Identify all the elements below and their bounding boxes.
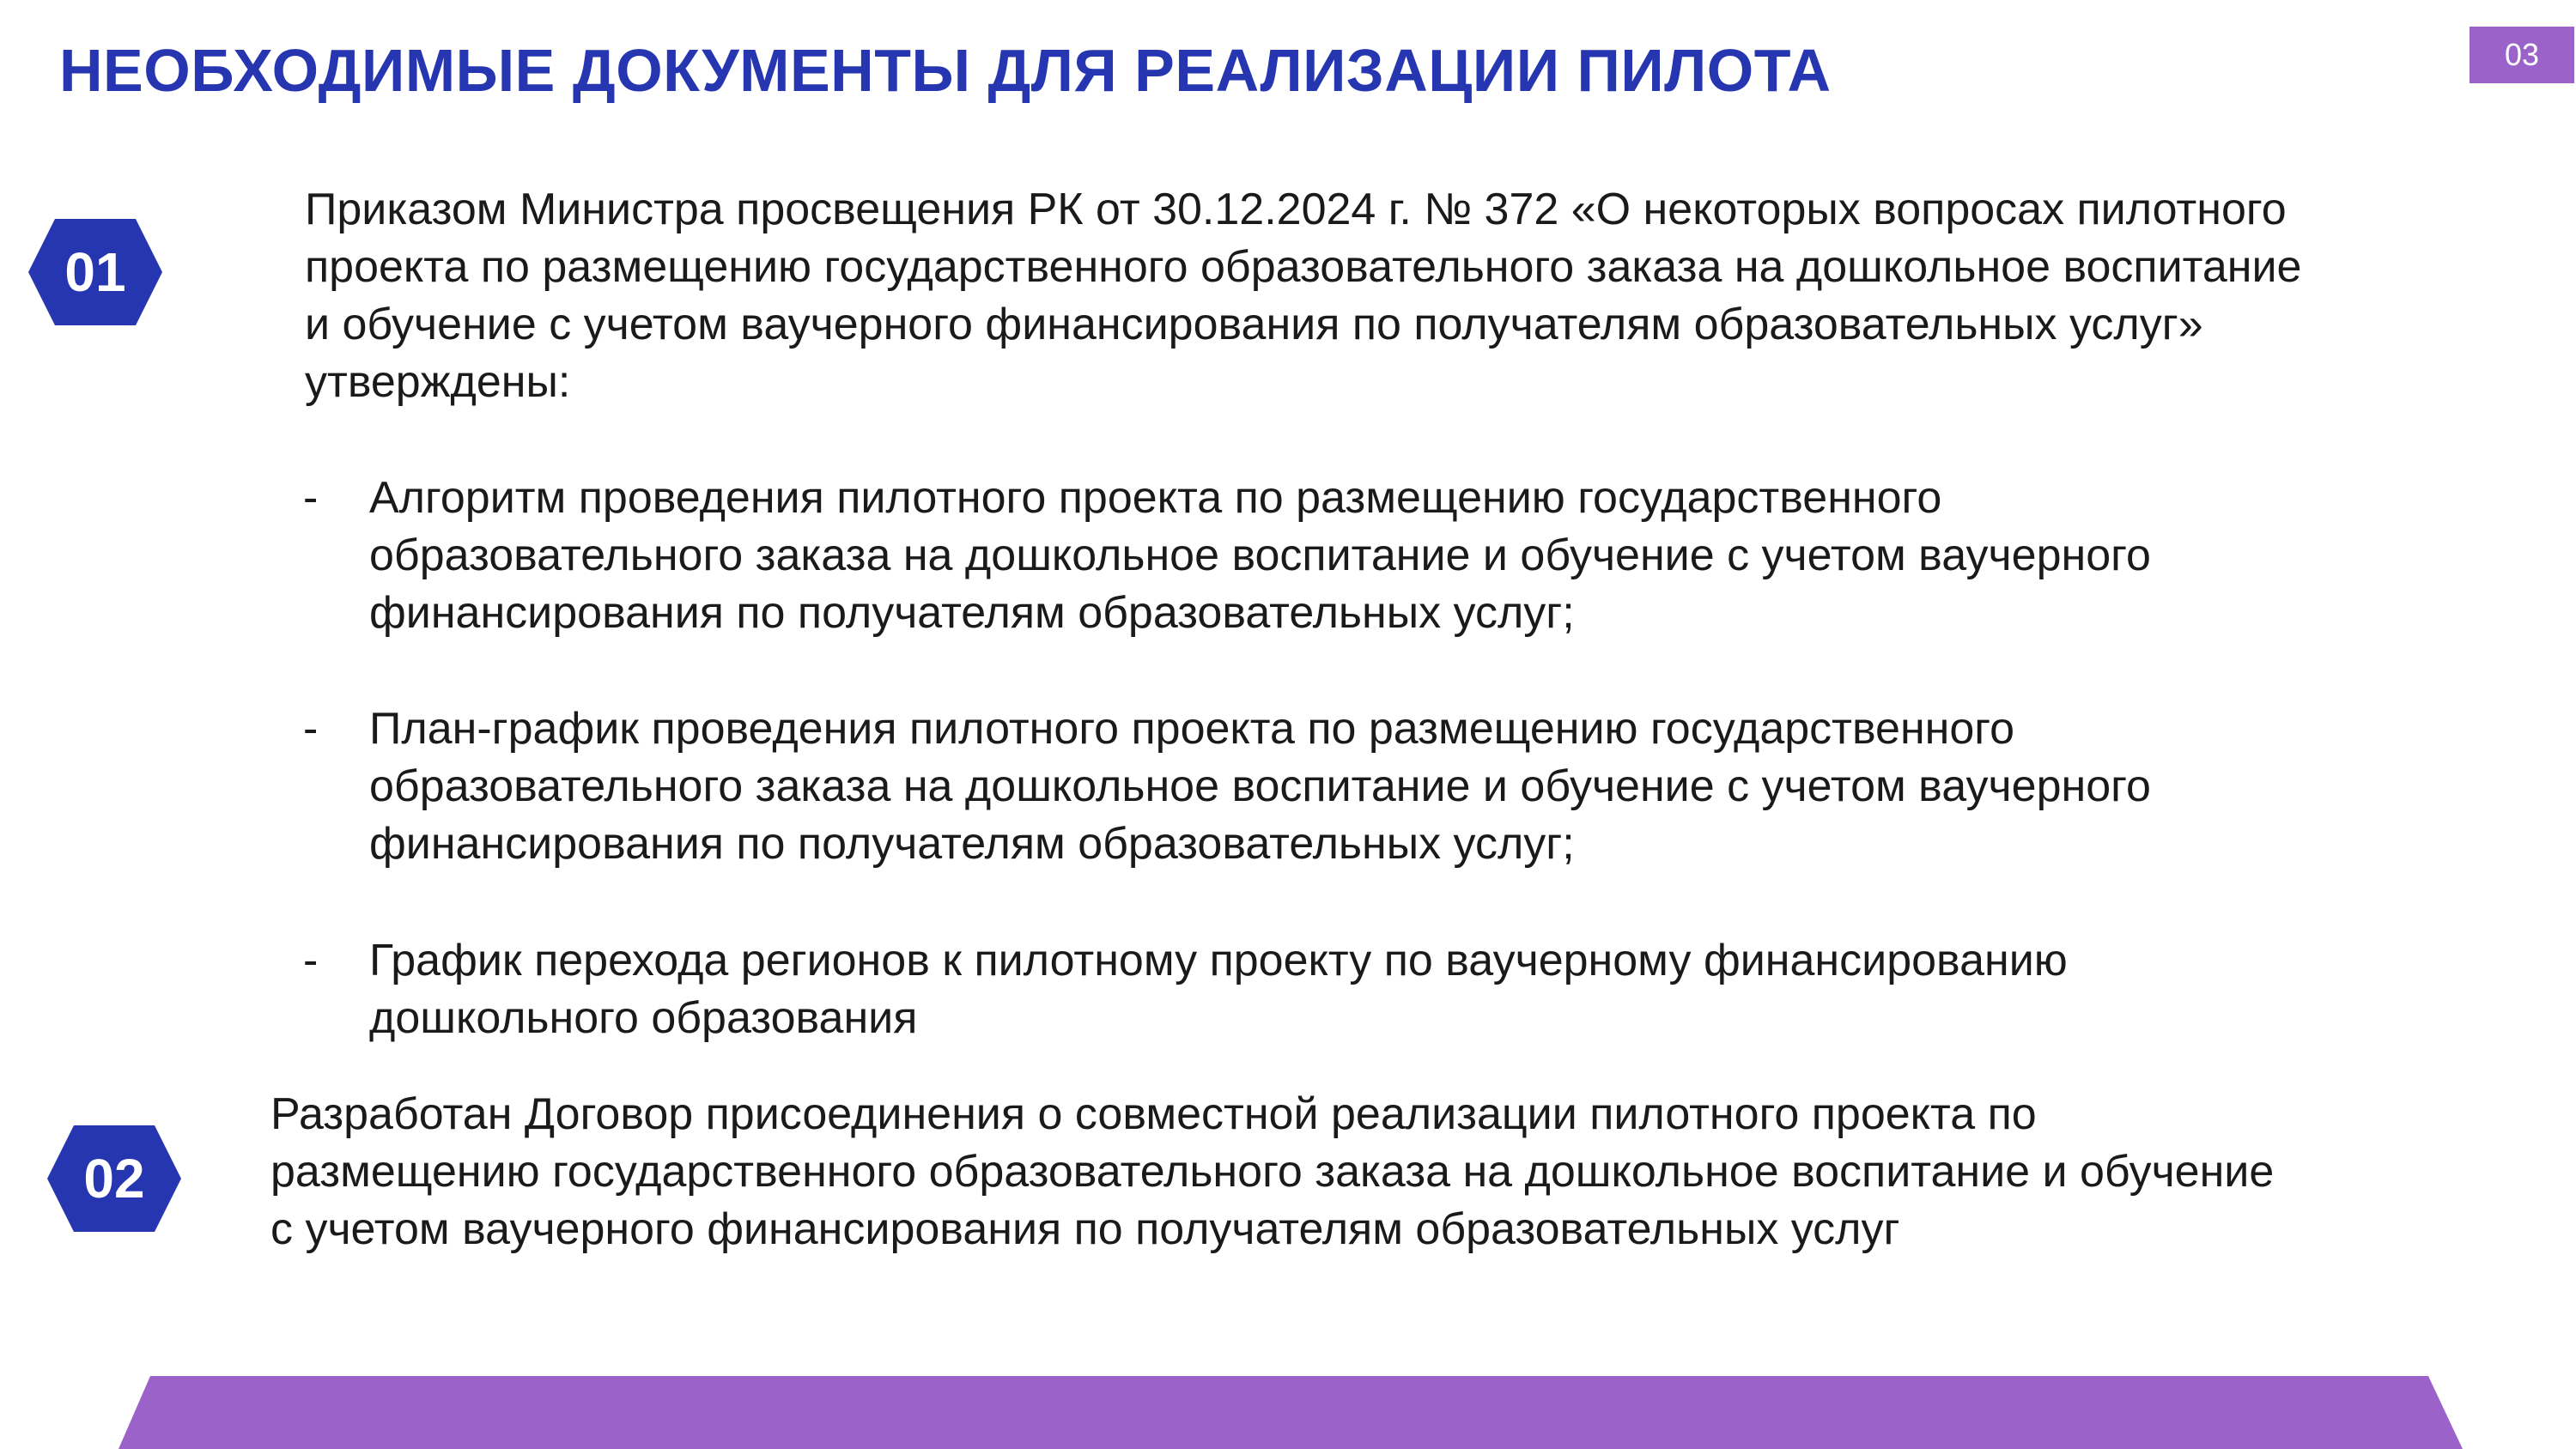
intro-line: проекта по размещению государственного образовательного заказа на дошкольное воспитание [305,242,2302,292]
item-number: 02 [83,1148,145,1210]
intro-line: Приказом Министра просвещения РК от 30.12.2024 г. № 372 «О некоторых вопросах пилотного [305,185,2287,234]
footer-decorative-band [118,1376,2463,1449]
item-number-badge-01 [28,219,162,325]
item-01-intro [305,181,2301,411]
bullet-dash: - [303,704,319,754]
bullet-line: финансирования по получателям образовательных услуг; [369,819,1575,869]
bullet-dash: - [303,473,319,523]
bullet-line: финансирования по получателям образовательных услуг; [369,588,1575,638]
bullet-line: дошкольного образования [369,993,918,1043]
item-02-text [270,1086,2274,1258]
bullet-line: Алгоритм проведения пилотного проекта по размещению государственного [369,473,1942,523]
item-number-badge-02 [47,1125,181,1232]
item-02-line: размещению государственного образовательного заказа на дошкольное воспитание и обучение [270,1147,2275,1197]
intro-line: утверждены: [305,357,571,407]
bullet-line: График перехода регионов к пилотному проекту по ваучерному финансированию [369,936,2068,985]
bullet-dash: - [303,936,319,985]
page-number-badge: 03 [2470,27,2574,83]
intro-line: и обучение с учетом ваучерного финансирования по получателям образовательных услуг» [305,300,2203,349]
bullet-line: План-график проведения пилотного проекта по размещению государственного [369,704,2015,754]
item-02-line: с учетом ваучерного финансирования по получателям образовательных услуг [270,1204,1900,1254]
bullet-line: образовательного заказа на дошкольное воспитание и обучение с учетом ваучерного [369,761,2151,811]
item-02-line: Разработан Договор присоединения о совместной реализации пилотного проекта по [270,1089,2037,1139]
bullet-line: образовательного заказа на дошкольное воспитание и обучение с учетом ваучерного [369,530,2151,580]
slide-title: НЕОБХОДИМЫЕ ДОКУМЕНТЫ ДЛЯ РЕАЛИЗАЦИИ ПИЛОТА [59,37,1832,104]
item-number: 01 [64,241,126,303]
